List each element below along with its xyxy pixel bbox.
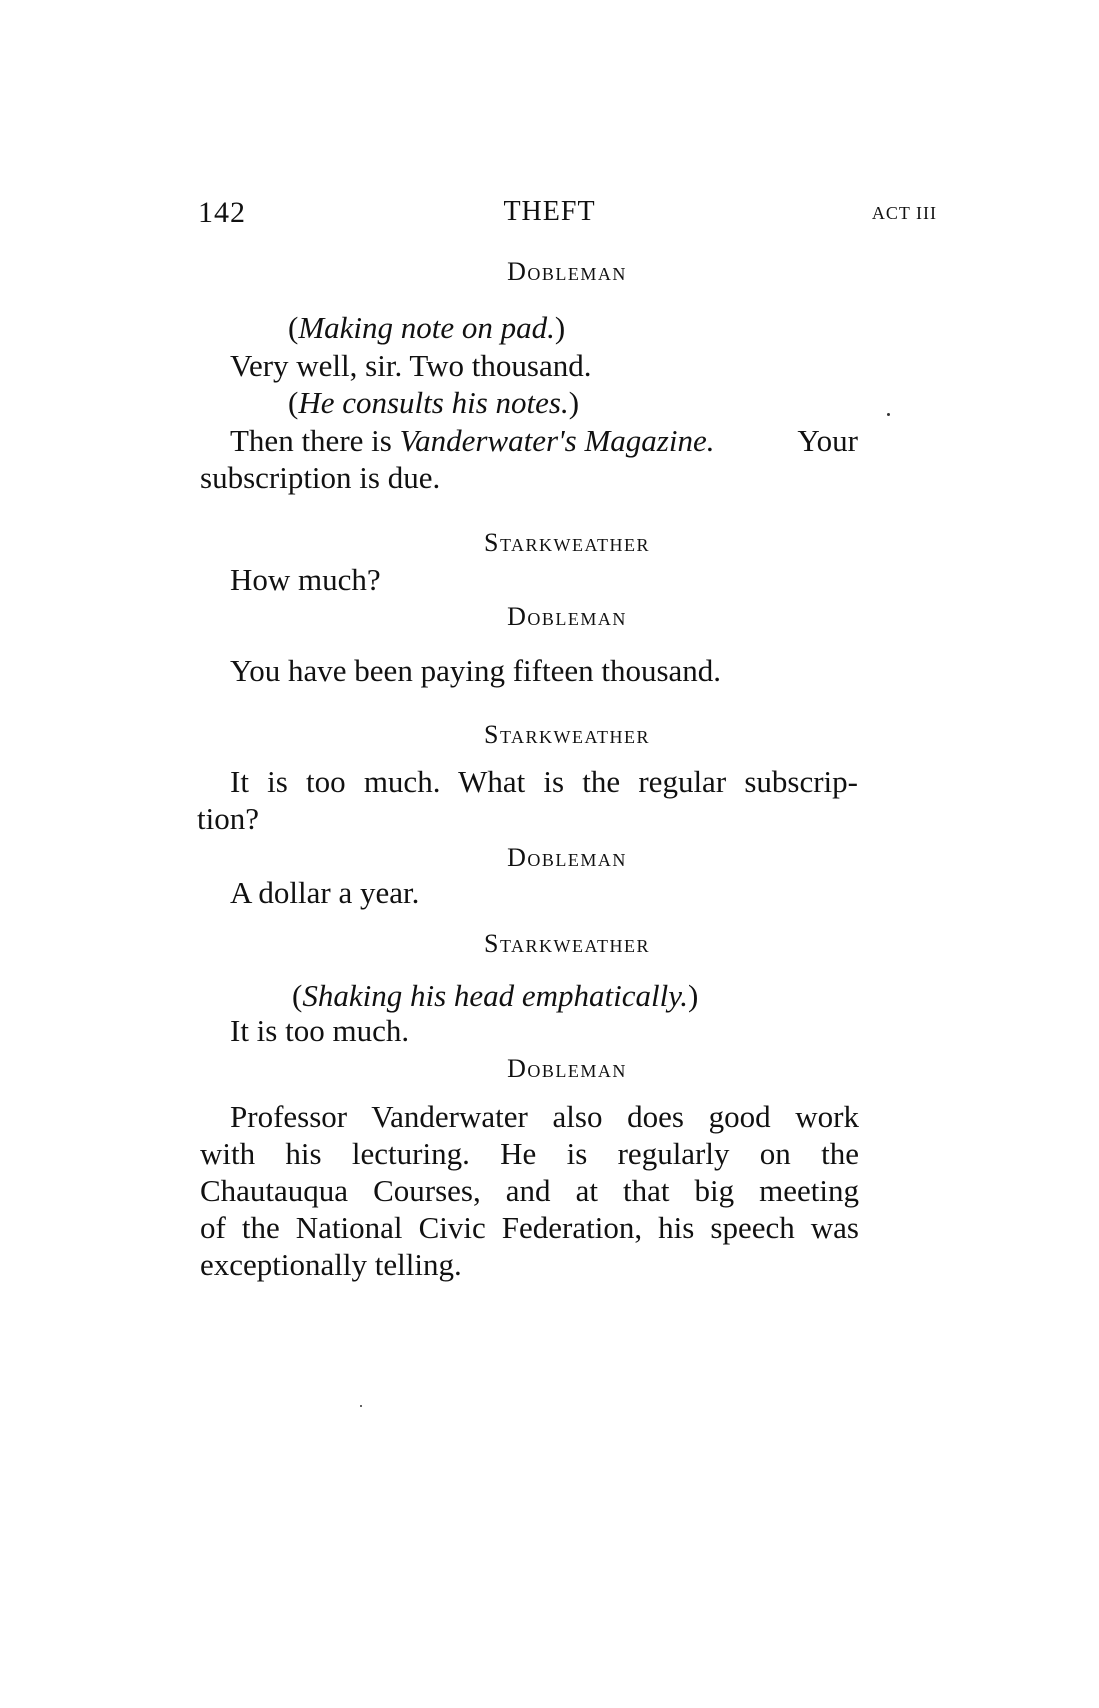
print-speck (360, 1405, 362, 1407)
dialogue-line: subscription is due. (200, 460, 441, 495)
dialogue-line: tion? (197, 801, 259, 836)
stage-direction-text: He consults his notes. (298, 385, 569, 420)
dialogue-line: It is too much. (230, 1013, 410, 1048)
speaker-name: Starkweather (483, 720, 650, 749)
paragraph-line: with his lecturing. He is regularly on the (200, 1136, 859, 1171)
speaker-name: Dobleman (507, 1054, 627, 1083)
dialogue-line-suffix: Your (797, 423, 858, 458)
speaker-name: Dobleman (507, 602, 627, 631)
dialogue-line-part (230, 422, 714, 460)
paragraph-line: Chautauqua Courses, and at that big meeting (200, 1173, 859, 1208)
stage-direction-text: Making note on pad. (298, 310, 555, 345)
dialogue-line: A dollar a year. (230, 875, 420, 910)
stage-direction-text: Shaking his head emphatically. (302, 978, 689, 1013)
dialogue-line (230, 422, 858, 460)
dialogue-line: How much? (230, 562, 381, 597)
dialogue-paragraph (200, 1098, 859, 1283)
paragraph-line: of the National Civic Federation, his speech was (200, 1210, 859, 1245)
speaker-name: Starkweather (483, 528, 650, 557)
print-speck (887, 413, 890, 416)
paragraph-line: exceptionally telling. (200, 1247, 462, 1282)
stage-direction: (Making note on pad.) (288, 310, 566, 345)
stage-direction: (Shaking his head emphatically.) (292, 978, 699, 1013)
dialogue-line: Very well, sir. Two thousand. (230, 348, 592, 383)
speaker-name: Starkweather (483, 929, 650, 958)
dialogue-line: You have been paying fifteen thousand. (230, 653, 722, 688)
stage-direction: (He consults his notes.) (288, 385, 580, 420)
act-label: ACT III (871, 203, 937, 223)
speaker-name: Dobleman (507, 257, 627, 286)
paragraph-line: Professor Vanderwater also does good work (230, 1099, 859, 1134)
speaker-name: Dobleman (507, 843, 627, 872)
running-title: THEFT (503, 196, 596, 227)
dialogue-line-prefix: Then there is (230, 423, 400, 458)
magazine-title: Vanderwater's Magazine. (399, 423, 715, 458)
dialogue-line: It is too much. What is the regular subscrip- (230, 764, 858, 799)
page-number: 142 (198, 196, 246, 229)
